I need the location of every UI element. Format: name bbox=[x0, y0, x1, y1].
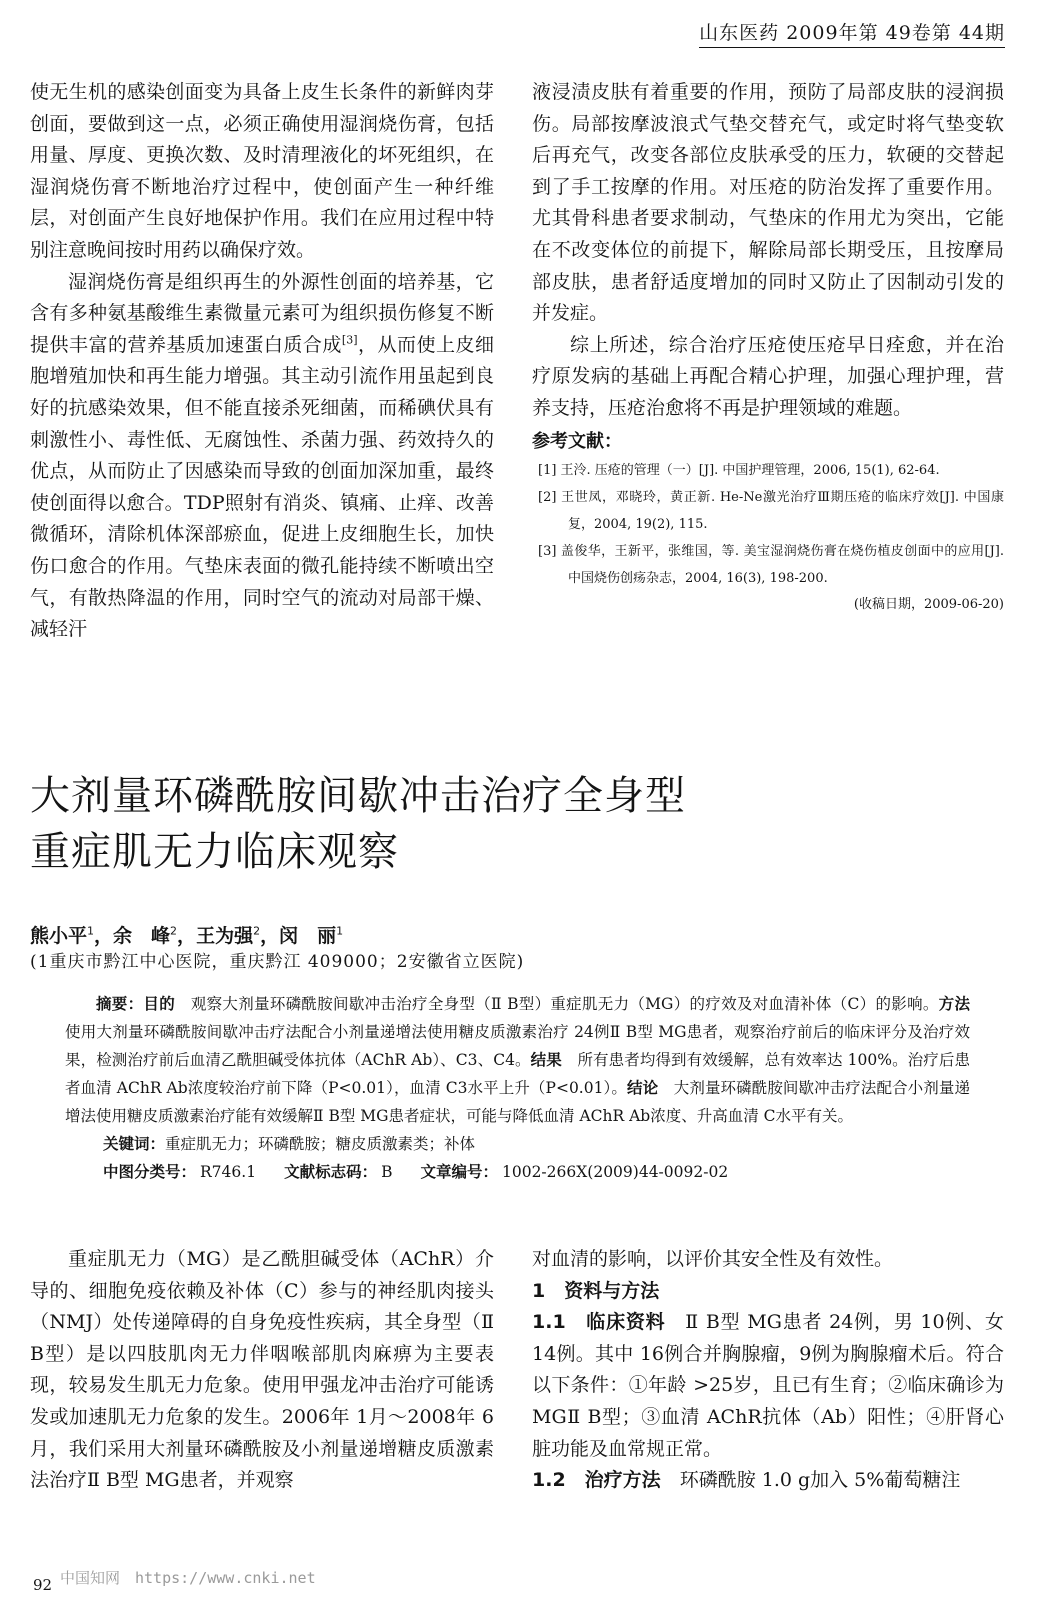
author: 余 峰 bbox=[113, 925, 171, 947]
abstract-text: 摘要：目的 观察大剂量环磷酰胺间歇冲击治疗全身型（Ⅱ B型）重症肌无力（MG）的疗效及对血清补体（C）的影响。方法 使用大剂量环磷酰胺间歇冲击疗法配合小剂量递增法使用糖皮质激素治疗 24例Ⅱ B型 MG患者，观察治疗前后的临床评分及治疗效果，检测治疗前后血清乙酰胆碱受体抗体（AChR Ab）、C3、C4。结果 所有患者均得到有效缓解，总有效率达 100%。治疗后患者血清 AChR Ab浓度较治疗前下降（P<0.01），血清 C3水平上升（P<0.01）。结论 大剂量环磷酰胺间歇冲击疗法配合小剂量递增法使用糖皮质激素治疗能有效缓解Ⅱ B型 MG患者症状，可能与降低血清 AChR Ab浓度、升高血清 C水平有关。 bbox=[65, 995, 970, 1125]
reference-item: [1] 王泠. 压疮的管理（一）[J]. 中国护理管理，2006, 15(1), 62-64. bbox=[538, 462, 940, 478]
citation[interactable]: [3] bbox=[341, 333, 358, 347]
paragraph: 湿润烧伤膏是组织再生的外源性创面的培养基，它含有多种氨基酸维生素微量元素可为组织损伤修复不断提供丰富的营养基质加速蛋白质合成[3]，从而使上皮细胞增殖加快和再生能力增强。其主动引流作用虽起到良好的抗感染效果，但不能直接杀死细菌，而稀碘伏具有刺激性小、毒性低、无腐蚀性、杀菌力强、药效持久的优点，从而防止了因感染而导致的创面加深加重，最终使创面得以愈合。TDP照射有消炎、镇痛、止痒、改善微循环，清除机体深部瘀血，促进上皮细胞生长，加快伤口愈合的作用。气垫床表面的微孔能持续不断喷出空气，有散热降温的作用，同时空气的流动对局部干燥、减轻汗 bbox=[30, 270, 494, 641]
paragraph: 对血清的影响，以评价其安全性及有效性。 bbox=[532, 1248, 894, 1270]
watermark: 中国知网 https://www.cnki.net bbox=[60, 1569, 316, 1587]
paragraph: 1.1 临床资料 Ⅱ B型 MG患者 24例，男 10例、女 14例。其中 16例合并胸腺瘤，9例为胸腺瘤术后。符合以下条件：①年龄 >25岁，且已有生育；②临床确诊为 MGⅡ B型；③血清 AChR抗体（Ab）阳性；④肝肾心脏功能及血常规正常。 bbox=[532, 1311, 1004, 1460]
running-head: 山东医药 2009年第 49卷第 44期 bbox=[699, 18, 1005, 48]
reference-list bbox=[532, 457, 1004, 618]
author: 王为强 bbox=[196, 925, 254, 947]
article-title: 大剂量环磷酰胺间歇冲击治疗全身型 重症肌无力临床观察 bbox=[30, 773, 686, 875]
author-list: 熊小平$^1$，余 峰$^2$，王为强$^2$，闵 丽$^1$ bbox=[30, 924, 344, 947]
paragraph: 使无生机的感染创面变为具备上皮生长条件的新鲜肉芽创面，要做到这一点，必须正确使用湿润烧伤膏，包括用量、厚度、更换次数、及时清理液化的坏死组织，在湿润烧伤膏不断地治疗过程中，使创面产生一种纤维层，对创面产生良好地保护作用。我们在应用过程中特别注意晚间按时用药以确保疗效。 bbox=[30, 81, 494, 261]
reference-item: [3] 盖俊华，王新平，张维国，等. 美宝湿润烧伤膏在烧伤植皮创面中的应用[J]. 中国烧伤创疡杂志，2004, 16(3), 198-200. bbox=[538, 543, 1004, 586]
prev-article-col2 bbox=[532, 77, 1004, 618]
prev-article-col1 bbox=[30, 77, 494, 646]
paragraph: 1.2 治疗方法 环磷酰胺 1.0 g加入 5%葡萄糖注 bbox=[532, 1469, 961, 1492]
page-number: 92 bbox=[33, 1576, 53, 1594]
body-col2 bbox=[532, 1244, 1004, 1497]
paragraph: 综上所述，综合治疗压疮使压疮早日痊愈，并在治疗原发病的基础上再配合精心护理，加强心理护理，营养支持，压疮治愈将不再是护理领域的难题。 bbox=[532, 333, 1004, 419]
classification-line: 中图分类号： R746.1 文献标志码： B 文章编号： 1002-266X(2009)44-0092-02 bbox=[103, 1163, 729, 1181]
received-date: (收稿日期，2009-06-20) bbox=[853, 596, 1004, 612]
author: 闵 丽 bbox=[279, 925, 337, 947]
reference-item: [2] 王世凤，邓晓玲，黄正新. He-Ne激光治疗Ⅲ期压疮的临床疗效[J]. 中国康复，2004, 19(2), 115. bbox=[538, 489, 1004, 532]
paragraph: 液浸渍皮肤有着重要的作用，预防了局部皮肤的浸润损伤。局部按摩波浪式气垫交替充气，或定时将气垫变软后再充气，改变各部位皮肤承受的压力，软硬的交替起到了手工按摩的作用。对压疮的防治发挥了重要作用。尤其骨科患者要求制动，气垫床的作用尤为突出，它能在不改变体位的前提下，解除局部长期受压，且按摩局部皮肤，患者舒适度增加的同时又防止了因制动引发的并发症。 bbox=[532, 81, 1004, 325]
abstract bbox=[65, 990, 970, 1186]
section-heading: 1 资料与方法 bbox=[532, 1279, 660, 1302]
affiliation: (1重庆市黔江中心医院，重庆黔江 409000；2安徽省立医院) bbox=[30, 952, 525, 972]
paragraph: 重症肌无力（MG）是乙酰胆碱受体（AChR）介导的、细胞免疫依赖及补体（C）参与的神经肌肉接头（NMJ）处传递障碍的自身免疫性疾病，其全身型（Ⅱ B型）是以四肢肌肉无力伴咽喉部肌肉麻痹为主要表现，较易发生肌无力危象。使用甲强龙冲击治疗可能诱发或加速肌无力危象的发生。2006年 1月～2008年 6月，我们采用大剂量环磷酰胺及小剂量递增糖皮质激素法治疗Ⅱ B型 MG患者，并观察 bbox=[30, 1248, 494, 1492]
keywords: 关键词：重症肌无力；环磷酰胺；糖皮质激素类；补体 bbox=[103, 1135, 476, 1153]
body-col1 bbox=[30, 1244, 494, 1497]
author: 熊小平 bbox=[30, 925, 88, 947]
references-heading: 参考文献： bbox=[532, 430, 622, 452]
